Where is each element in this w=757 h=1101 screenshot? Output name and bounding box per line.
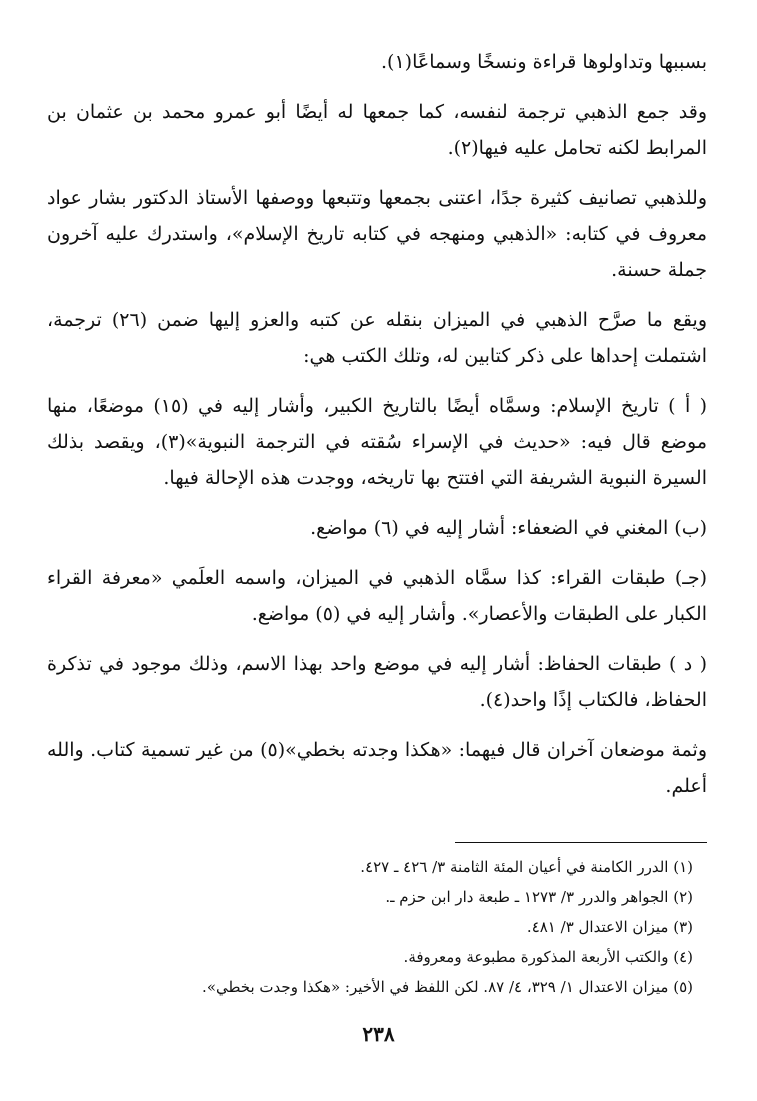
paragraph-2: وقد جمع الذهبي ترجمة لنفسه، كما جمعها له أيضًا أبو عمرو محمد بن عثمان بن المرابط لكنه تحامل عليه فيها(٢). bbox=[47, 101, 707, 159]
footnote-3: (٣) ميزان الاعتدال ٣/ ٤٨١. bbox=[526, 918, 693, 936]
footnote-4: (٤) والكتب الأربعة المذكورة مطبوعة ومعروفة. bbox=[403, 948, 693, 966]
paragraph-5: ( أ ) تاريخ الإسلام: وسمَّاه أيضًا بالتاريخ الكبير، وأشار إليه في (١٥) موضعًا، منها موضع قال فيه: «حديث في الإسراء سُقته في الترجمة النبوية»(٣)، ويقصد بذلك السيرة النبوية الشريفة التي افتتح بها تاريخه، ووجدت هذه الإحالة فيها. bbox=[47, 395, 707, 489]
paragraph-9: وثمة موضعان آخران قال فيهما: «هكذا وجدته بخطي»(٥) من غير تسمية كتاب. والله أعلم. bbox=[47, 739, 707, 797]
paragraph-3: وللذهبي تصانيف كثيرة جدًا، اعتنى بجمعها وتتبعها ووصفها الأستاذ الدكتور بشار عواد معروف في كتابه: «الذهبي ومنهجه في كتابه تاريخ الإسلام»، واستدرك عليه آخرون جملة حسنة. bbox=[47, 187, 707, 281]
paragraph-7: (جـ) طبقات القراء: كذا سمَّاه الذهبي في الميزان، واسمه العلَمي «معرفة القراء الكبار على الطبقات والأعصار». وأشار إليه في (٥) مواضع. bbox=[47, 567, 707, 625]
footnote-divider bbox=[455, 842, 707, 843]
paragraph-8: ( د ) طبقات الحفاظ: أشار إليه في موضع واحد بهذا الاسم، وذلك موجود في تذكرة الحفاظ، فالكتاب إذًا واحد(٤). bbox=[47, 653, 707, 711]
paragraph-6: (ب) المغني في الضعفاء: أشار إليه في (٦) مواضع. bbox=[310, 517, 707, 539]
footnote-5: (٥) ميزان الاعتدال ١/ ٣٢٩، ٤/ ٨٧. لكن اللفظ في الأخير: «هكذا وجدت بخطي». bbox=[202, 978, 693, 996]
paragraph-4: ويقع ما صرَّح الذهبي في الميزان بنقله عن كتبه والعزو إليها ضمن (٢٦) ترجمة، اشتملت إحداها على ذكر كتابين له، وتلك الكتب هي: bbox=[47, 309, 708, 367]
footnote-1: (١) الدرر الكامنة في أعيان المئة الثامنة ٣/ ٤٢٦ ـ ٤٢٧. bbox=[360, 858, 693, 876]
footnote-2: (٢) الجواهر والدرر ٣/ ١٢٧٣ ـ طبعة دار ابن حزم ـ. bbox=[385, 888, 693, 906]
page-number: ٢٣٨ bbox=[362, 1022, 395, 1046]
paragraph-1: بسببها وتداولوها قراءة ونسخًا وسماعًا(١). bbox=[381, 51, 707, 73]
footnotes bbox=[47, 852, 707, 1002]
main-text bbox=[47, 44, 707, 818]
